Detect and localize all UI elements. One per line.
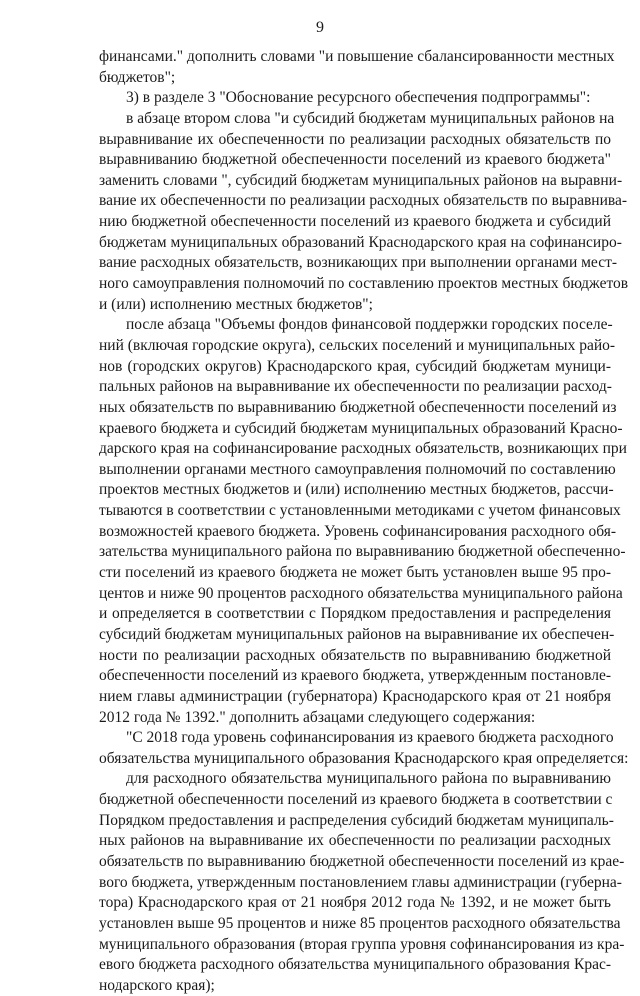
text-line: евого бюджета расходного обязательства муниципального образования Крас-: [99, 956, 611, 974]
text-line: обязательства муниципального образования Краснодарского края определяется:: [99, 749, 629, 767]
text-line: обязательств по выравниванию бюджетной обеспеченности поселений из крае-: [99, 852, 625, 870]
text-line: нию бюджетной обеспеченности поселений из краевого бюджета и субсидий: [99, 213, 611, 231]
text-line: дарского края на софинансирование расходных обязательств, возникающих при: [99, 440, 627, 458]
text-line: финансами." дополнить словами "и повышение сбалансированности местных: [99, 48, 615, 65]
page-number: 9: [316, 19, 324, 36]
text-line: вание их обеспеченности по реализации расходных обязательств по выравнива-: [99, 192, 628, 210]
text-line: субсидий бюджетам муниципальных районов на выравнивание их обеспечен-: [99, 625, 615, 643]
text-line: краевого бюджета и субсидий бюджетам муниципальных образований Красно-: [99, 419, 623, 437]
text-line: для расходного обязательства муниципального района по выравниванию: [126, 770, 611, 788]
text-line: возможностей краевого бюджета. Уровень софинансирования расходного обя-: [99, 522, 617, 540]
text-line: тора) Краснодарского края от 21 ноября 2012 года № 1392, и не может быть: [99, 894, 611, 912]
text-line: тываются в соответствии с установленными методиками с учетом финансовых: [99, 502, 621, 520]
text-line: ного самоуправления полномочий по составлению проектов местных бюджетов: [99, 275, 629, 293]
text-line: бюджетов";: [99, 68, 176, 86]
text-line: 2012 года № 1392." дополнить абзацами следующего содержания:: [99, 708, 536, 726]
text-line: бюджетной обеспеченности поселений из краевого бюджета в соответствии с: [99, 791, 613, 809]
text-line: нов (городских округов) Краснодарского края, субсидий бюджетам муници-: [99, 357, 611, 375]
text-line: ных районов на выравнивание их обеспеченности по реализации расходных: [99, 832, 611, 850]
text-line: центов и ниже 90 процентов расходного обязательства муниципального района: [99, 584, 623, 602]
text-line: и (или) исполнению местных бюджетов";: [99, 295, 373, 313]
text-line: зательства муниципального района по выравниванию бюджетной обеспеченно-: [99, 543, 626, 561]
text-line: выравниванию бюджетной обеспеченности поселений из краевого бюджета": [99, 151, 611, 169]
text-line: вого бюджета, утвержденным постановлением главы администрации (губерна-: [99, 873, 622, 891]
text-line: проектов местных бюджетов и (или) исполнению местных бюджетов, рассчи-: [99, 481, 614, 499]
text-line: нодарского края);: [99, 976, 215, 994]
text-line: нием главы администрации (губернатора) Краснодарского края от 21 ноября: [99, 687, 611, 705]
text-line: после абзаца "Объемы фондов финансовой поддержки городских поселе-: [126, 316, 613, 334]
text-line: 3) в разделе 3 "Обоснование ресурсного обеспечения подпрограммы":: [126, 89, 591, 107]
text-line: заменить словами ", субсидий бюджетам муниципальных районов на выравни-: [99, 171, 623, 189]
text-line: вание расходных обязательств, возникающих при выполнении органами мест-: [99, 254, 618, 272]
text-line: Порядком предоставления и распределения субсидий бюджетам муниципаль-: [99, 811, 614, 829]
text-line: установлен выше 95 процентов и ниже 85 процентов расходного обязательства: [99, 914, 621, 932]
text-line: выполнении органами местного самоуправления полномочий по составлению: [99, 460, 616, 478]
text-line: ний (включая городские округа), сельских поселений и муниципальных райо-: [99, 336, 616, 354]
text-line: бюджетам муниципальных образований Краснодарского края на софинансиро-: [99, 233, 622, 251]
text-line: и определяется в соответствии с Порядком предоставления и распределения: [99, 605, 611, 623]
text-line: в абзаце втором слова "и субсидий бюджетам муниципальных районов на: [126, 109, 615, 127]
text-line: муниципального образования (вторая группа уровня софинансирования из кра-: [99, 935, 625, 953]
text-line: ных обязательств по выравниванию бюджетной обеспеченности поселений из: [99, 398, 617, 416]
text-line: пальных районов на выравнивание их обеспеченности по реализации расход-: [99, 378, 612, 396]
text-line: выравнивание их обеспеченности по реализации расходных обязательств по: [99, 130, 611, 148]
text-line: "С 2018 года уровень софинансирования из краевого бюджета расходного: [126, 729, 614, 747]
document-body: [99, 47, 629, 996]
text-line: ности по реализации расходных обязательств по выравниванию бюджетной: [99, 646, 611, 664]
text-line: обеспеченности поселений из краевого бюджета, утвержденным постановле-: [99, 667, 611, 685]
text-line: сти поселений из краевого бюджета не может быть установлен выше 95 про-: [99, 564, 611, 582]
